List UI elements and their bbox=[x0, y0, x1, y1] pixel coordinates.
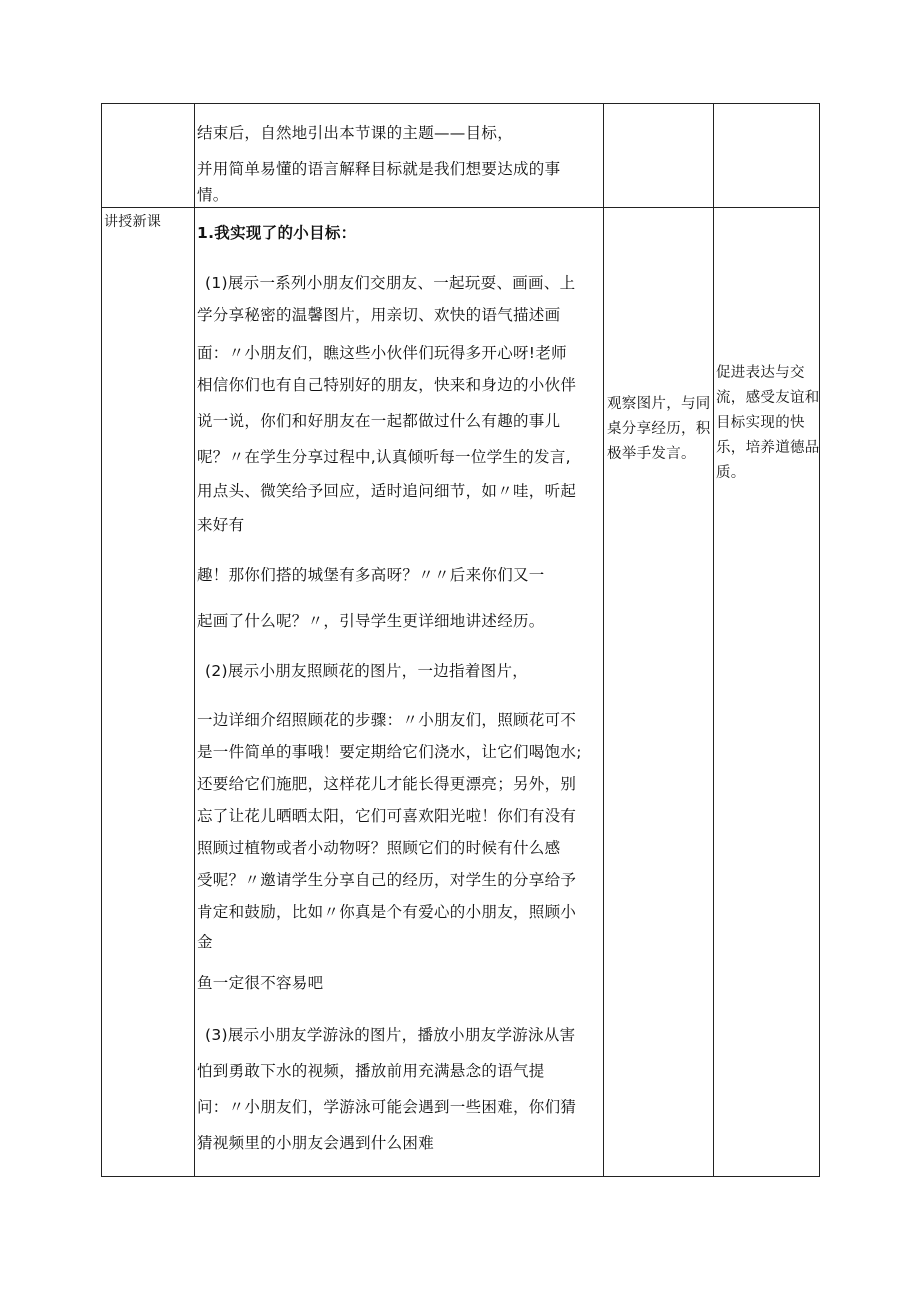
text-line: 趣！那你们搭的城堡有多高呀？〃〃后来你们又一 bbox=[197, 566, 545, 584]
text-line: 受呢？〃邀请学生分享自己的经历，对学生的分享给予 bbox=[197, 871, 577, 889]
text-line: 忘了让花儿晒晒太阳，它们可喜欢阳光啦！你们有没有 bbox=[197, 807, 577, 825]
lesson-table bbox=[101, 103, 820, 1177]
text-line: 肯定和鼓励，比如〃你真是个有爱心的小朋友，照顾小 bbox=[197, 903, 577, 921]
design-intent: 促进表达与交流，感受友谊和目标实现的快乐，培养道德品质。 bbox=[716, 365, 820, 481]
text-line: 起画了什么呢？〃，引导学生更详细地讲述经历。 bbox=[197, 612, 545, 630]
text-line: (2)展示小朋友照顾花的图片，一边指着图片， bbox=[205, 662, 529, 680]
column-divider bbox=[194, 104, 195, 1176]
text-line: 一边详细介绍照顾花的步骤：〃小朋友们，照顾花可不 bbox=[197, 711, 577, 729]
stage-label: 讲授新课 bbox=[104, 214, 162, 230]
text-line: 怕到勇敢下水的视频，播放前用充满悬念的语气提 bbox=[197, 1062, 545, 1080]
text-line: 问：〃小朋友们，学游泳可能会遇到一些困难，你们猜 bbox=[197, 1098, 577, 1116]
student-activity: 观察图片，与同桌分享经历，积极举手发言。 bbox=[607, 396, 711, 462]
text-line: 学分享秘密的温馨图片，用亲切、欢快的语气描述画 bbox=[197, 306, 561, 324]
text-line: 相信你们也有自己特别好的朋友，快来和身边的小伙伴 bbox=[197, 376, 577, 394]
text-line: 来好有 bbox=[197, 516, 245, 534]
text-line: 呢？〃在学生分享过程中,认真倾听每一位学生的发言, bbox=[197, 448, 571, 466]
text-line: (1)展示一系列小朋友们交朋友、一起玩耍、画画、上 bbox=[205, 274, 576, 292]
column-divider bbox=[713, 104, 714, 1176]
section-heading: 1.我实现了的小目标： bbox=[197, 224, 357, 242]
text-line: 还要给它们施肥，这样花儿才能长得更漂亮；另外，别 bbox=[197, 775, 577, 793]
text-line: 是一件简单的事哦！要定期给它们浇水，让它们喝饱水; bbox=[197, 743, 582, 761]
text-line: 金 bbox=[197, 933, 213, 951]
text-line: 结束后，自然地引出本节课的主题——目标， bbox=[197, 124, 514, 142]
text-line: (3)展示小朋友学游泳的图片，播放小朋友学游泳从害 bbox=[205, 1026, 576, 1044]
text-line: 面：〃小朋友们，瞧这些小伙伴们玩得多开心呀!老师 bbox=[197, 344, 567, 362]
text-line: 照顾过植物或者小动物呀？照顾它们的时候有什么感 bbox=[197, 839, 561, 857]
text-line: 猜视频里的小朋友会遇到什么困难 bbox=[197, 1134, 435, 1152]
text-line: 鱼一定很不容易吧 bbox=[197, 974, 324, 992]
text-line: 用点头、微笑给予回应，适时追问细节，如〃哇，听起 bbox=[197, 482, 577, 500]
text-line: 说一说，你们和好朋友在一起都做过什么有趣的事儿 bbox=[197, 412, 561, 430]
column-divider bbox=[603, 104, 604, 1176]
text-line: 情。 bbox=[197, 186, 229, 204]
text-line: 并用简单易懂的语言解释目标就是我们想要达成的事 bbox=[197, 160, 561, 178]
